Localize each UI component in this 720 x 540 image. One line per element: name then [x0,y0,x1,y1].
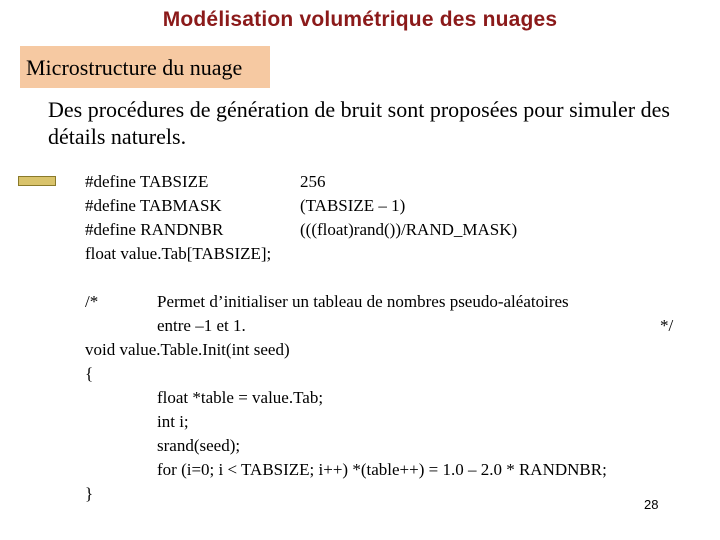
code-line: for (i=0; i < TABSIZE; i++) *(table++) = 1.0 – 2.0 * RANDNBR; [157,460,607,479]
comment-close: */ [660,316,674,335]
intro-paragraph: Des procédures de génération de bruit sont proposées pour simuler des détails naturels. [48,97,670,149]
code-line: srand(seed); [157,436,241,455]
define-value: (TABSIZE – 1) [300,196,406,215]
open-brace: { [85,364,94,383]
page-number: 28 [644,497,659,512]
close-brace: } [85,484,94,503]
code-line: int i; [157,412,189,431]
section-subtitle: Microstructure du nuage [20,46,270,88]
define-name: #define TABMASK [85,196,222,215]
slide-title: Modélisation volumétrique des nuages [162,8,558,31]
define-name: #define TABSIZE [85,172,209,191]
comment-open: /* [85,292,99,311]
code-line: float *table = value.Tab; [157,388,324,407]
comment-line: Permet d’initialiser un tableau de nombres pseudo-aléatoires [157,292,569,311]
define-value: (((float)rand())/RAND_MASK) [300,220,518,239]
bullet-marker-icon [18,176,56,186]
function-signature: void value.Table.Init(int seed) [85,340,290,359]
array-declaration: float value.Tab[TABSIZE]; [85,244,272,263]
define-name: #define RANDNBR [85,220,224,239]
define-value: 256 [300,172,326,191]
comment-line: entre –1 et 1. [157,316,246,335]
